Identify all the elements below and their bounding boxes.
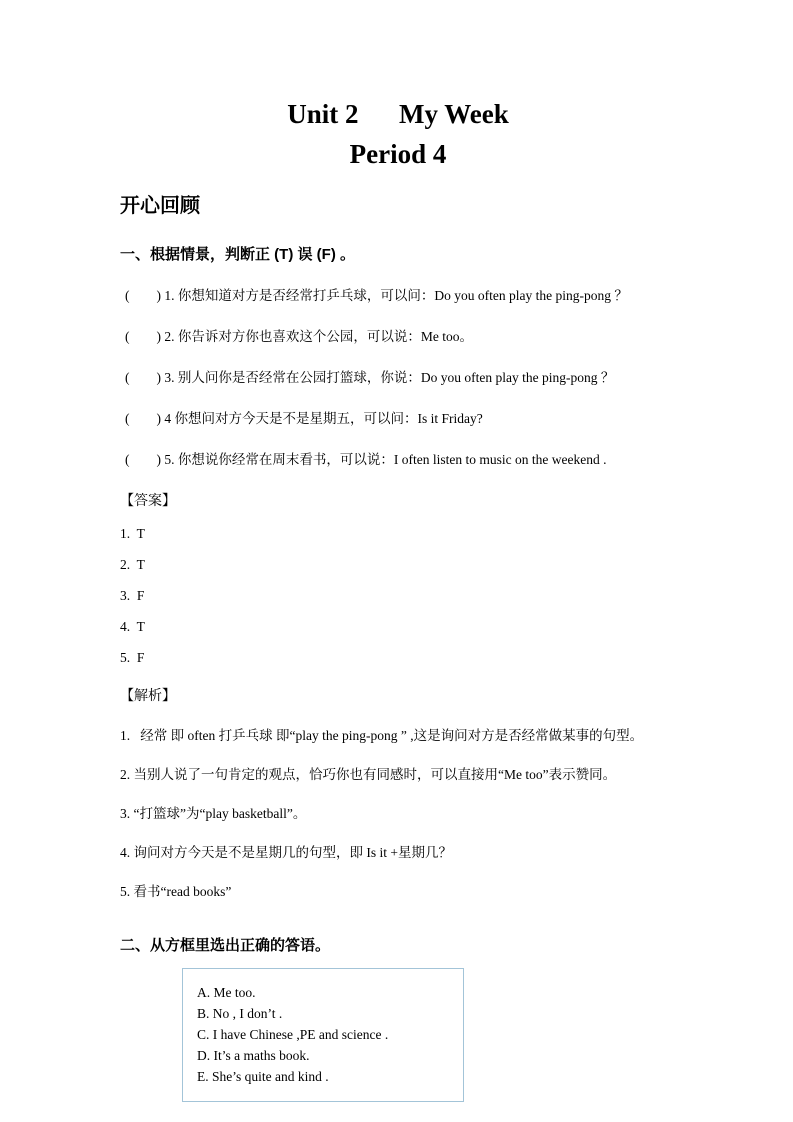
part2-heading: 二、从方框里选出正确的答语。 [120,937,331,954]
question-5: ( ) 5. 你想说你经常在周末看书，可以说：I often listen to music on the weekend . [125,452,607,467]
analysis-line-4: 4. 询问对方今天是不是星期几的句型，即 Is it +星期几？ [120,845,452,860]
answer-line-4: 4. T [120,619,145,634]
unit-title: Unit 2 My Week [287,99,509,129]
question-2: ( ) 2. 你告诉对方你也喜欢这个公园，可以说：Me too。 [125,329,473,344]
question-3: ( ) 3. 别人问你是否经常在公园打篮球，你说：Do you often play the ping-pong ？ [125,370,615,385]
question-4: ( ) 4 你想问对方今天是不是星期五，可以问：Is it Friday? [125,411,483,426]
answer-line-3: 3. F [120,588,145,603]
analysis-line-3: 3. “打篮球”为“play basketball”。 [120,806,307,821]
option-d: D. It’s a maths book. [197,1048,310,1063]
part1-heading: 一、根据情景，判断正 (T) 误 (F) 。 [120,246,355,263]
answer-line-1: 1. T [120,526,145,541]
analysis-line-2: 2. 当别人说了一句肯定的观点，恰巧你也有同感时，可以直接用“Me too”表示赞同。 [120,767,617,782]
answers-label: 【答案】 [120,494,176,509]
option-e: E. She’s quite and kind . [197,1069,329,1084]
option-c: C. I have Chinese ,PE and science . [197,1027,389,1042]
review-section-heading: 开心回顾 [120,195,200,217]
analysis-line-1: 1. 经常 即 often 打乒乓球 即“play the ping-pong ” ,这是询问对方是否经常做某事的句型。 [120,728,644,743]
analysis-line-5: 5. 看书“read books” [120,884,232,899]
period-title: Period 4 [349,139,447,169]
answer-line-5: 5. F [120,650,145,665]
question-1: ( ) 1. 你想知道对方是否经常打乒乓球，可以问：Do you often play the ping-pong ？ [125,288,628,303]
answer-options-box [182,968,464,1102]
analysis-label: 【解析】 [120,689,176,704]
option-a: A. Me too. [197,985,256,1000]
option-b: B. No , I don’t . [197,1006,283,1021]
answer-line-2: 2. T [120,557,145,572]
